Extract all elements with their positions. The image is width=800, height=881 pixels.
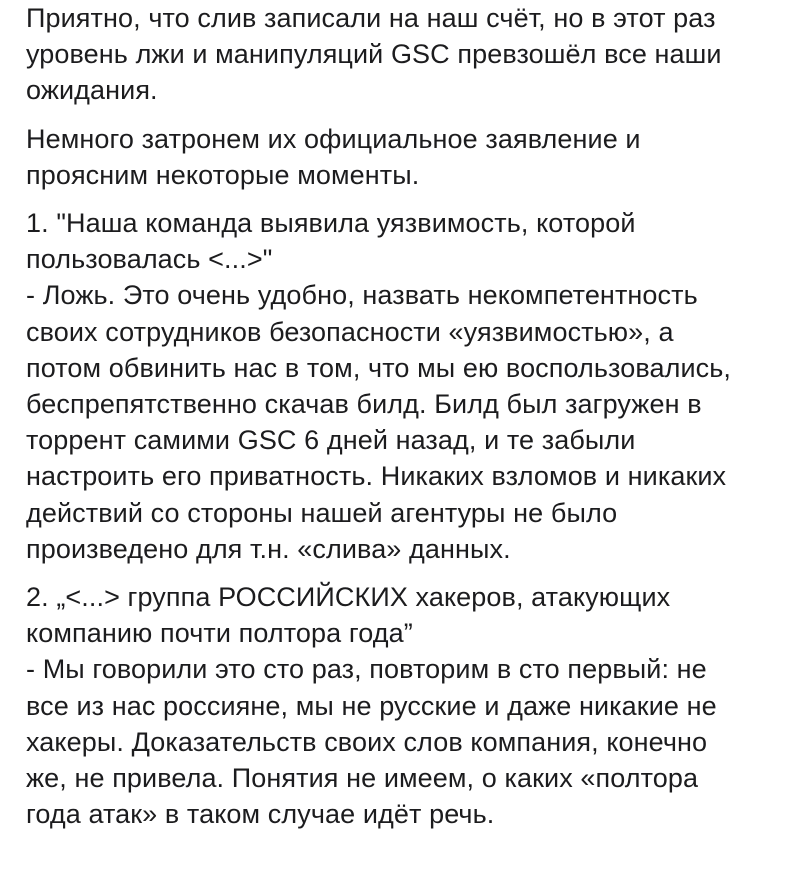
text-line: настроить его приватность. Никаких взломов и никаких <box>26 461 727 492</box>
text-line: беспрепятственно скачав билд. Билд был загружен в <box>26 389 702 420</box>
text-line: хакеры. Доказательств своих слов компания, конечно <box>26 726 708 757</box>
text-line: пользовалась <...>" <box>26 244 273 275</box>
text-line: - Мы говорили это сто раз, повторим в сто первый: не <box>26 654 707 685</box>
text-line: компанию почти полтора года” <box>26 618 413 649</box>
text-line: - Ложь. Это очень удобно, назвать некомпетентность <box>26 280 698 311</box>
paragraph-point-2 <box>26 579 776 832</box>
text-line: Немного затронем их официальное заявление и <box>26 123 641 154</box>
text-line: Приятно, что слив записали на наш счёт, но в этот раз <box>26 3 716 33</box>
text-line: действий со стороны нашей агентуры не было <box>26 497 618 528</box>
text-line: 2. „<...> группа РОССИЙСКИХ хакеров, атакующих <box>26 582 671 613</box>
text-line: торрент самими GSC 6 дней назад, и те забыли <box>26 425 636 456</box>
text-line: же, не привела. Понятия не имеем, о каких «полтора <box>26 763 699 794</box>
paragraph-point-1 <box>26 205 776 567</box>
text-line: произведено для т.н. «слива» данных. <box>26 533 511 564</box>
text-line: ожидания. <box>26 75 158 106</box>
text-line: 1. "Наша команда выявила уязвимость, которой <box>26 208 636 239</box>
text-line: уровень лжи и манипуляций GSC превзошёл все наши <box>26 39 722 70</box>
text-line: все из нас россияне, мы не русские и даже никакие не <box>26 690 717 721</box>
paragraph-intro <box>26 0 776 109</box>
paragraph-statement <box>26 121 776 193</box>
text-line: потом обвинить нас в том, что мы ею воспользовались, <box>26 352 731 383</box>
text-line: года атак» в таком случае идёт речь. <box>26 799 495 830</box>
text-line: проясним некоторые моменты. <box>26 159 420 190</box>
text-line: своих сотрудников безопасности «уязвимостью», а <box>26 316 674 347</box>
